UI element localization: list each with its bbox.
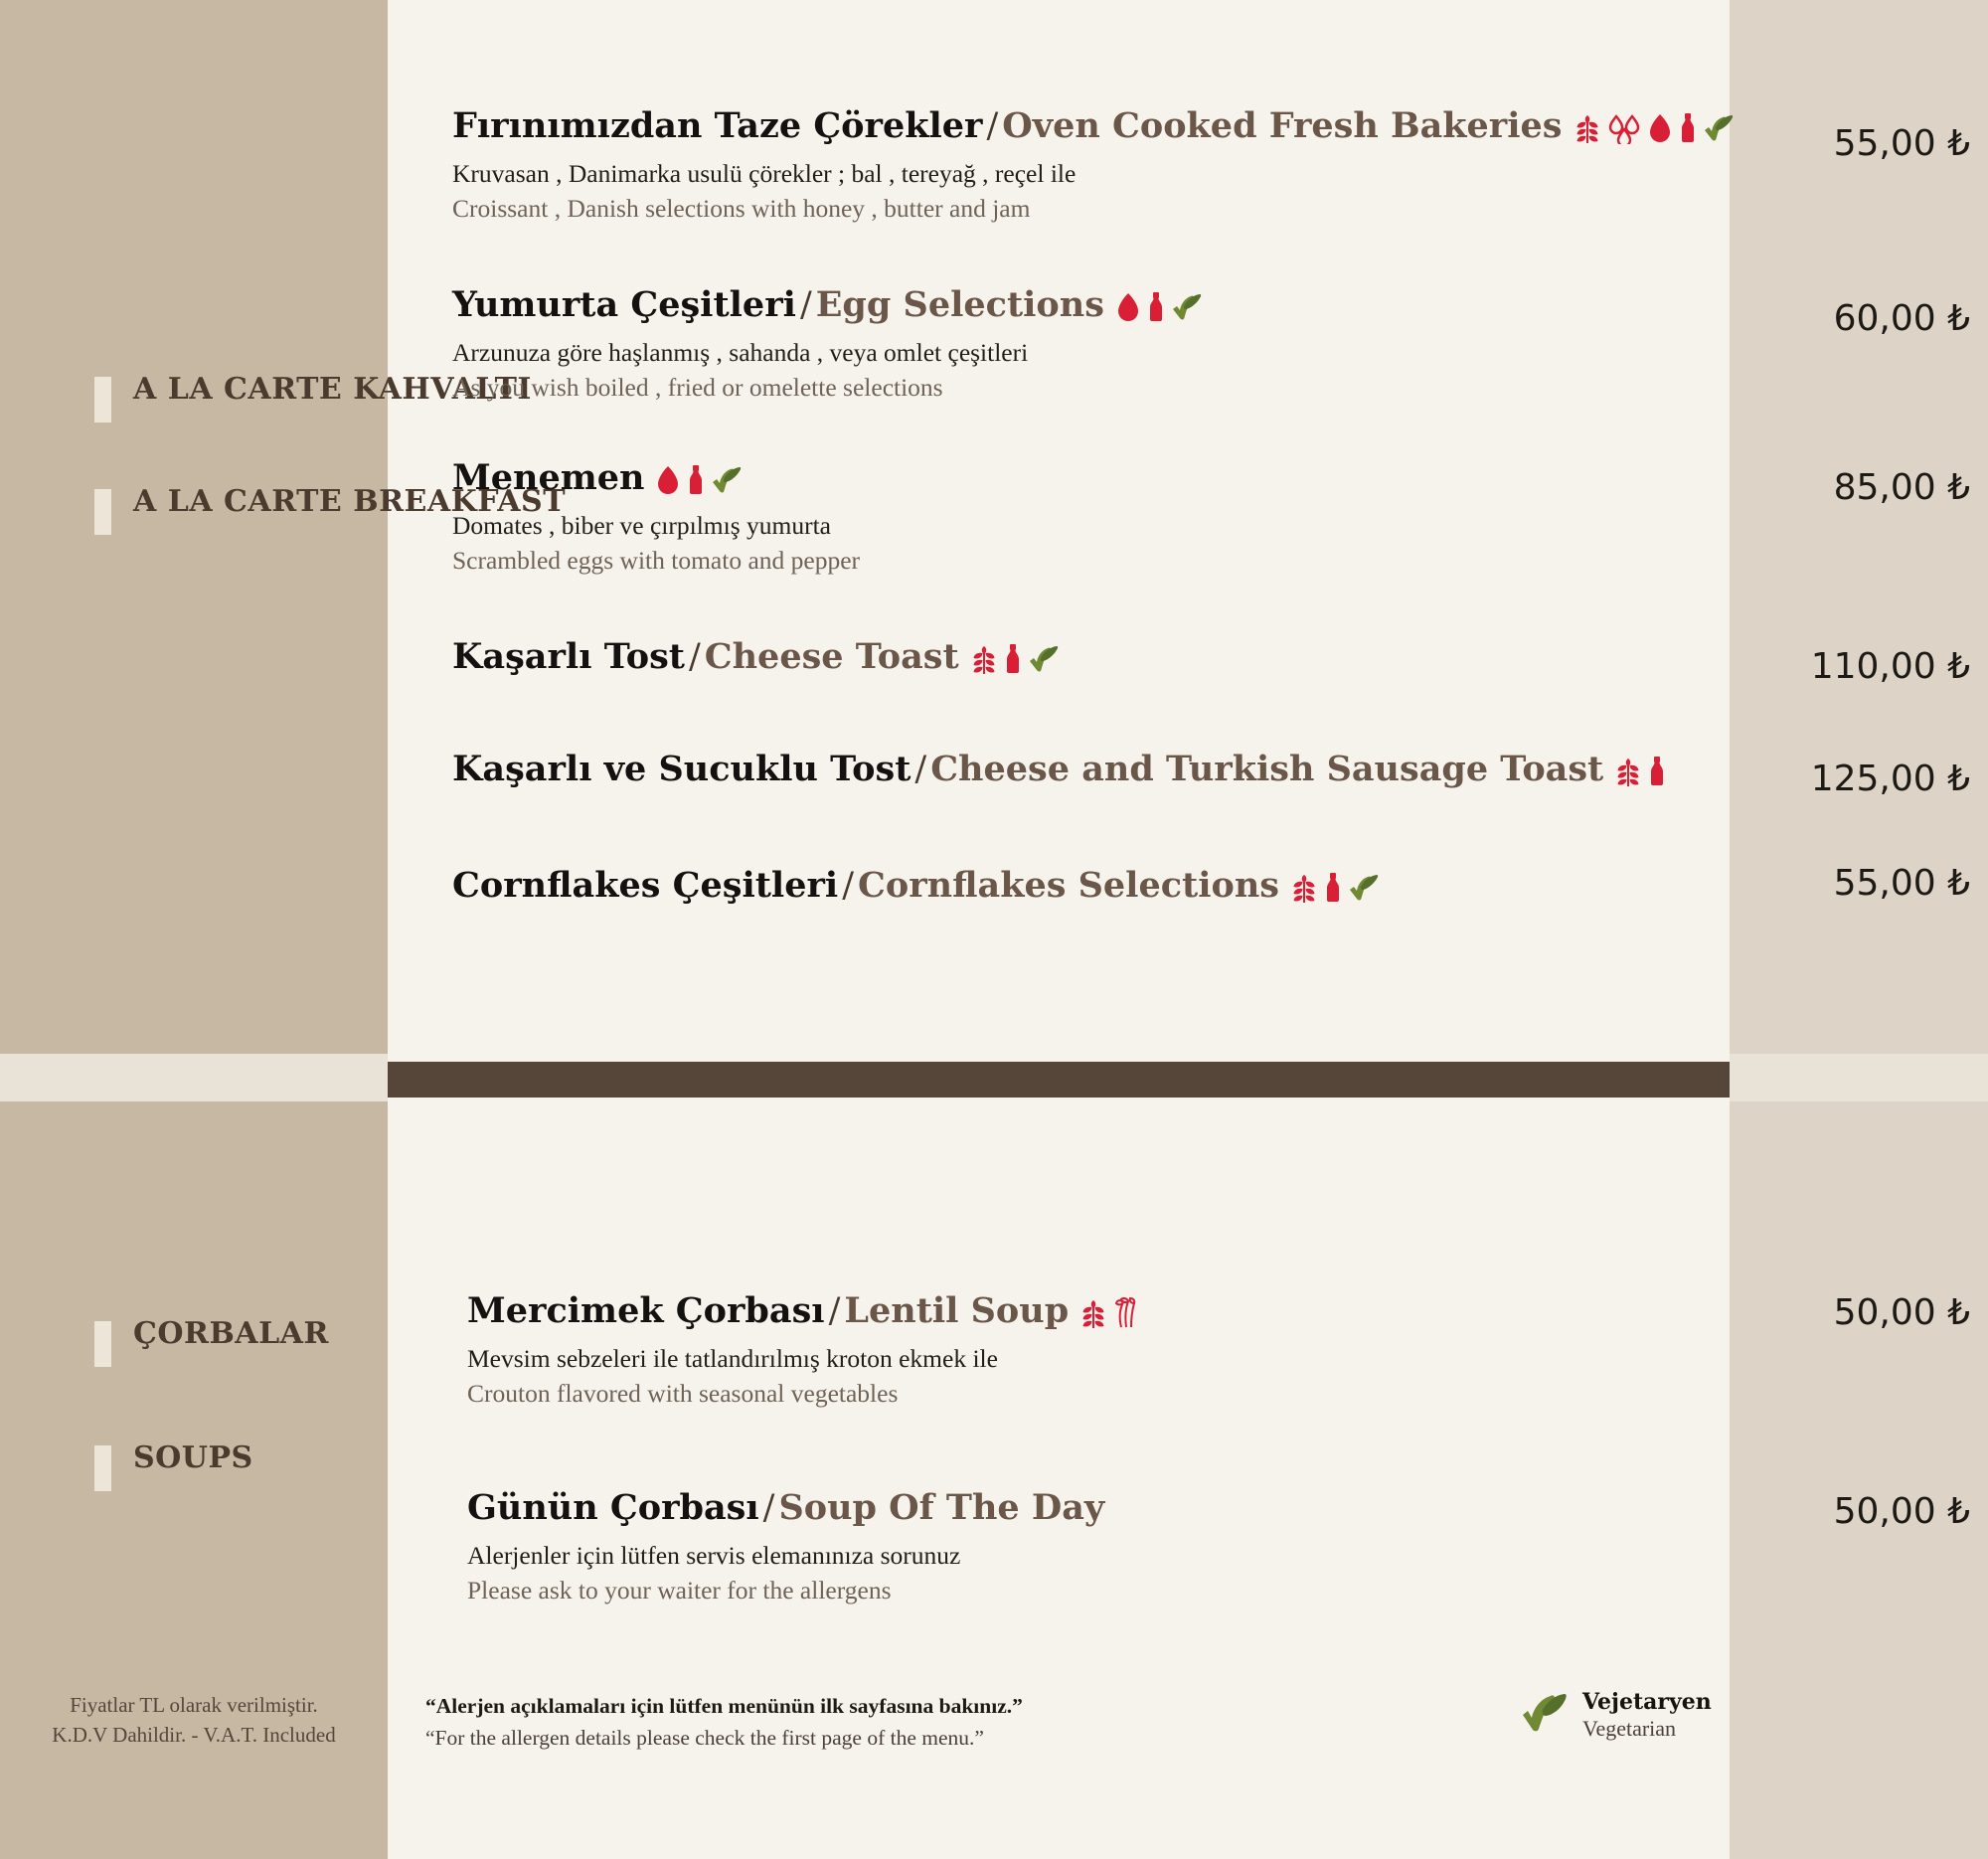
sidebar-label-breakfast: A LA CARTE BREAKFAST — [133, 484, 567, 519]
menu-item-price: 125,00 ₺ — [1810, 759, 1970, 799]
menu-item-desc-tr: Kruvasan , Danimarka usulü çörekler ; bal , tereyağ , reçel ile — [452, 158, 1077, 188]
sidebar-item-soups — [94, 1441, 253, 1491]
milk-icon — [1004, 643, 1022, 675]
menu-item-title — [452, 638, 1715, 677]
menu-item-desc-tr: Mevsim sebzeleri ile tatlandırılmış kroton ekmek ile — [467, 1343, 998, 1373]
allergen-icons — [1615, 756, 1666, 787]
name-separator: / — [828, 1291, 841, 1331]
menu-item-title — [452, 459, 1715, 498]
menu-item-name-en: Oven Cooked Fresh Bakeries — [1002, 105, 1563, 146]
menu-item-price: 110,00 ₺ — [1810, 646, 1970, 687]
allergen-disclaimer-tr: “Alerjen açıklamaları için lütfen menünün ilk sayfasına bakınız.” — [425, 1694, 1023, 1718]
egg-icon — [1116, 291, 1140, 323]
menu-item-name-en: Cheese and Turkish Sausage Toast — [930, 749, 1604, 789]
name-separator: / — [914, 750, 927, 789]
menu-item-desc-en: Please ask to your waiter for the allergens — [467, 1576, 892, 1606]
name-separator: / — [799, 285, 812, 325]
menu-item-price: 85,00 ₺ — [1833, 467, 1970, 508]
allergen-icons — [1574, 112, 1734, 144]
menu-item-desc-tr: Arzunuza göre haşlanmış , sahanda , veya omlet çeşitleri — [452, 337, 1029, 367]
menu-item-desc-en: As you wish boiled , fried or omelette selections — [452, 373, 943, 403]
menu-item — [452, 638, 1715, 677]
name-separator: / — [986, 106, 999, 146]
price-disclaimer-line1: Fiyatlar TL olarak verilmiştir. — [70, 1693, 318, 1717]
menu-item-desc-en: Scrambled eggs with tomato and pepper — [452, 546, 861, 576]
menu-item-title — [467, 1489, 1730, 1528]
section-divider-bar — [388, 1062, 1730, 1098]
menu-item-price: 50,00 ₺ — [1833, 1292, 1970, 1333]
milk-icon — [687, 464, 705, 496]
section-gap-right — [1730, 1054, 1988, 1101]
vegetarian-icon — [1521, 1691, 1569, 1740]
vegetarian-legend-tr: Vejetaryen — [1582, 1689, 1712, 1715]
section-gap-left — [0, 1054, 388, 1101]
egg-icon — [1648, 112, 1672, 144]
nuts-icon — [1607, 112, 1641, 144]
allergen-icons — [1080, 1297, 1139, 1329]
vegetarian-icon — [712, 466, 742, 494]
milk-icon — [1679, 112, 1697, 144]
menu-item-desc-tr: Alerjenler için lütfen servis elemanınıza sorunuz — [467, 1540, 961, 1570]
egg-icon — [656, 464, 680, 496]
menu-item-desc-en: Crouton flavored with seasonal vegetables — [467, 1379, 899, 1409]
menu-item-title — [452, 107, 1715, 146]
menu-item-name-tr: Kaşarlı Tost — [452, 636, 685, 677]
allergen-icons — [971, 643, 1059, 675]
menu-item-name-en: Cheese Toast — [704, 636, 959, 677]
menu-item-desc-en: Croissant , Danish selections with honey , butter and jam — [452, 194, 1031, 224]
vegetarian-legend-text — [1582, 1690, 1712, 1742]
menu-item — [467, 1489, 1730, 1607]
menu-item — [452, 459, 1715, 578]
menu-item-name-tr: Menemen — [452, 457, 645, 498]
menu-item — [452, 286, 1715, 405]
sidebar-item-corbalar — [94, 1317, 329, 1367]
sidebar-label-corbalar: ÇORBALAR — [133, 1316, 329, 1351]
allergen-icons — [1291, 872, 1379, 904]
allergen-icons — [1116, 291, 1202, 323]
sidebar-marker — [94, 377, 111, 422]
gluten-icon — [1574, 112, 1600, 144]
vegetarian-legend-en: Vegetarian — [1582, 1715, 1677, 1741]
menu-item-name-en: Lentil Soup — [844, 1290, 1070, 1331]
menu-item — [452, 107, 1715, 226]
menu-item-price: 55,00 ₺ — [1833, 863, 1970, 904]
menu-item-price: 60,00 ₺ — [1833, 298, 1970, 339]
menu-item-price: 55,00 ₺ — [1833, 123, 1970, 164]
gluten-icon — [1291, 872, 1317, 904]
price-panel-soups — [1730, 1101, 1988, 1859]
vegetarian-icon — [1704, 114, 1734, 142]
menu-item-name-en: Egg Selections — [815, 284, 1104, 325]
vegetarian-legend — [1521, 1690, 1712, 1742]
menu-item-desc-tr: Domates , biber ve çırpılmış yumurta — [452, 510, 831, 540]
menu-item-price: 50,00 ₺ — [1833, 1491, 1970, 1532]
menu-item-title — [452, 867, 1715, 906]
menu-item — [452, 751, 1715, 789]
menu-item-name-tr: Günün Çorbası — [467, 1487, 759, 1528]
name-separator: / — [762, 1488, 775, 1528]
milk-icon — [1648, 756, 1666, 787]
price-disclaimer-line2: K.D.V Dahildir. - V.A.T. Included — [52, 1723, 336, 1748]
sidebar-marker — [94, 489, 111, 535]
menu-item-name-tr: Cornflakes Çeşitleri — [452, 865, 839, 906]
menu-item — [452, 867, 1715, 906]
vegetarian-icon — [1349, 874, 1379, 902]
name-separator: / — [842, 866, 855, 906]
gluten-icon — [971, 643, 997, 675]
gluten-icon — [1615, 756, 1641, 787]
menu-item-name-en: Soup Of The Day — [778, 1487, 1105, 1528]
milk-icon — [1147, 291, 1165, 323]
menu-item-title — [452, 751, 1715, 789]
menu-item-name-tr: Yumurta Çeşitleri — [452, 284, 796, 325]
allergen-disclaimer — [425, 1690, 1023, 1755]
menu-item-name-en: Cornflakes Selections — [858, 865, 1280, 906]
allergen-disclaimer-en: “For the allergen details please check the first page of the menu.” — [425, 1726, 984, 1751]
milk-icon — [1324, 872, 1342, 904]
sidebar-label-kahvalti: A LA CARTE KAHVALTI — [133, 372, 532, 407]
menu-item-name-tr: Kaşarlı ve Sucuklu Tost — [452, 749, 911, 789]
name-separator: / — [688, 637, 701, 677]
vegetarian-icon — [1172, 293, 1202, 321]
sidebar-marker — [94, 1321, 111, 1367]
allergen-icons — [656, 464, 742, 496]
price-disclaimer — [0, 1690, 388, 1751]
menu-item-title — [452, 286, 1715, 325]
menu-item-name-tr: Mercimek Çorbası — [467, 1290, 825, 1331]
celery-icon — [1113, 1297, 1139, 1329]
sidebar-label-soups: SOUPS — [133, 1440, 253, 1475]
menu-item — [467, 1292, 1730, 1411]
sidebar-marker — [94, 1445, 111, 1491]
menu-item-name-tr: Fırınımızdan Taze Çörekler — [452, 105, 983, 146]
vegetarian-icon — [1029, 645, 1059, 673]
gluten-icon — [1080, 1297, 1106, 1329]
menu-item-title — [467, 1292, 1730, 1331]
